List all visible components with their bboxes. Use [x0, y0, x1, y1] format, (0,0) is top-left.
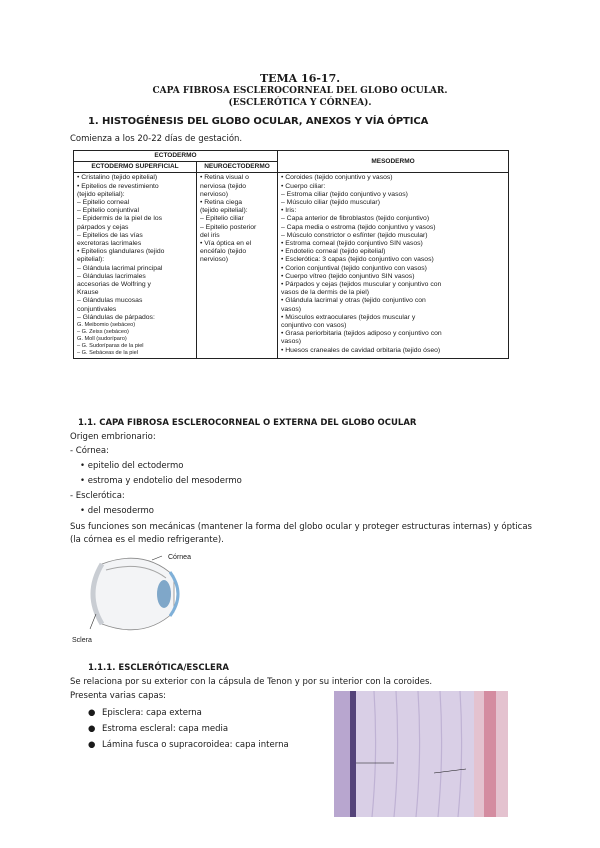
table-list-item: • Glándula lacrimal y otras (tejido conjuntivo con [281, 297, 426, 305]
micrograph-muscle-band [484, 691, 496, 817]
table-list-item: – Epitelio posterior [200, 223, 257, 231]
table-list-item: Krause [77, 289, 99, 297]
table-list-item: • Cuerpo ciliar: [281, 182, 326, 190]
table-list-item: • Retina visual o [200, 174, 249, 182]
table-list-item: conjuntivo con vasos) [281, 322, 347, 330]
layer-item [88, 724, 228, 734]
table-list-item: – Capa media o estroma (tejido conjuntivo y vasos) [281, 223, 436, 231]
table-list-item: – Glándulas mucosas [77, 297, 143, 305]
bullet-icon: ● [88, 724, 96, 734]
table-list-item: • Cuerpo vítreo (tejido conjuntivo SIN vasos) [281, 272, 415, 280]
sclera-micrograph [334, 691, 508, 817]
table-list-item: excretoras lacrimales [77, 240, 142, 248]
title-block [70, 73, 530, 109]
table-list-item: • Estroma corneal (tejido conjuntivo SIN vasos) [281, 240, 423, 248]
sclera-label: - Esclerótica: [70, 491, 125, 501]
header-mesodermo: MESODERMO [278, 151, 509, 173]
cell-mesodermo [278, 173, 509, 359]
table-list-item: (tejido epitelial): [77, 190, 125, 198]
table-list-item: – Glándulas de párpados: [77, 313, 155, 321]
table-list-item: • Vía óptica en el [200, 240, 252, 248]
table-list-item: vasos de la dermis de la piel) [281, 289, 370, 297]
bullet-icon: ● [88, 740, 96, 750]
sclera-item-mesodermo: • del mesodermo [80, 506, 154, 516]
table-list-item: • Huesos craneales de cavidad orbitaria (tejido óseo) [281, 346, 441, 354]
eye-label-cornea: Córnea [168, 554, 191, 561]
table-list-item: nerviosa (tejido [200, 182, 247, 190]
eye-label-sclera: Sclera [72, 637, 92, 644]
section-1-1-heading: 1.1. CAPA FIBROSA ESCLEROCORNEAL O EXTERNA DEL GLOBO OCULAR [78, 418, 417, 428]
table-list-item: • Iris: [281, 207, 297, 215]
table-list-item: vasos) [281, 338, 302, 346]
list-sup [77, 174, 193, 357]
header-ectodermo-superficial: ECTODERMO SUPERFICIAL [74, 162, 197, 173]
table-list-item: epitelial): [77, 256, 105, 264]
list-meso [281, 174, 505, 354]
table-list-item: – Epidermis de la piel de los [77, 215, 163, 223]
bullet-icon: ● [88, 708, 96, 718]
title-line-2: CAPA FIBROSA ESCLEROCORNEAL DEL GLOBO OCULAR. [152, 86, 448, 96]
cell-neuroectodermo [197, 173, 278, 359]
table-list-item: • Coroides (tejido conjuntivo y vasos) [281, 174, 393, 182]
sclera-pointer [90, 614, 96, 629]
cell-ectodermo-superficial [74, 173, 197, 359]
table-list-item: nervioso) [200, 256, 228, 264]
table-list-item: • Músculos extraoculares (tejidos muscular y [281, 313, 416, 321]
header-neuroectodermo: NEUROECTODERMO [197, 162, 278, 173]
table-list-item: – Estroma ciliar (tejido conjuntivo y vasos) [281, 190, 408, 198]
table-list-item: párpados y cejas [77, 223, 129, 231]
table-list-item: – Epitelios de las vías [77, 231, 143, 239]
table-list-item: • Párpados y cejas (tejidos muscular y conjuntivo con [281, 281, 442, 289]
table-list-item: G. Meibomio (sebáceo) [77, 322, 136, 329]
table-list-item: • Endotelio corneal (tejido epitelial) [281, 248, 386, 256]
eye-diagram [82, 554, 192, 634]
table-list-item: encéfalo (tejido [200, 248, 247, 256]
table-list-item: – Capa anterior de fibroblastos (tejido conjuntivo) [281, 215, 430, 223]
functions-paragraph: Sus funciones son mecánicas (mantener la forma del globo ocular y proteger estructuras internas) y ópticas (la córnea es el medio refrigerante). [70, 522, 532, 545]
table-list-item: – G. Sudoríparas de la piel [77, 343, 144, 350]
cornea-item-epitelio: • epitelio del ectodermo [80, 461, 184, 471]
table-list-item: – G. Zeiss (sebáceo) [77, 329, 129, 336]
sclera-relation: Se relaciona por su exterior con la cápsula de Tenon y por su interior con la coroides. [70, 677, 433, 687]
layer-item-label: Episclera: capa externa [102, 708, 202, 718]
table-list-item: (tejido epitelial): [200, 207, 248, 215]
table-list-item: – Epitelio conjuntival [77, 207, 139, 215]
table-list-item: nervioso) [200, 190, 228, 198]
table-list-item: • Corion conjuntival (tejido conjuntivo con vasos) [281, 264, 427, 272]
table-list-item: – Epitelio corneal [77, 199, 130, 207]
table-list-item: • Epitelios glandulares (tejido [77, 248, 165, 256]
table-list-item: accesorias de Wolfring y [77, 281, 151, 289]
table-list-item: conjuntivales [77, 305, 117, 313]
table-list-item: – Músculo ciliar (tejido muscular) [281, 199, 380, 207]
table-list-item: • Epitelios de revestimiento [77, 182, 159, 190]
embryology-table [73, 150, 509, 359]
section-1-1-1-heading: 1.1.1. ESCLERÓTICA/ESCLERA [88, 663, 229, 673]
table-list-item: • Esclerótica: 3 capas (tejido conjuntivo con vasos) [281, 256, 434, 264]
table-list-item: • Cristalino (tejido epitelial) [77, 174, 158, 182]
origin-label: Origen embrionario: [70, 432, 156, 442]
layer-item-label: Lámina fusca o supracoroidea: capa interna [102, 740, 289, 750]
cornea-item-estroma: • estroma y endotelio del mesodermo [80, 476, 242, 486]
layers-intro: Presenta varias capas: [70, 691, 167, 701]
table-list-item: • Grasa periorbitaria (tejidos adiposo y conjuntivo con [281, 330, 442, 338]
table-list-item: vasos) [281, 305, 302, 313]
table-list-item: del iris [200, 231, 220, 239]
list-neuro [200, 174, 274, 264]
section-1-heading: 1. HISTOGÉNESIS DEL GLOBO OCULAR, ANEXOS Y VÍA ÓPTICA [88, 116, 429, 127]
cornea-label: - Córnea: [70, 446, 109, 456]
table-list-item: • Retina ciega [200, 199, 243, 207]
layer-item [88, 708, 202, 718]
table-list-item: G. Moll (sudoríparo) [77, 336, 127, 343]
layer-item [88, 740, 289, 750]
table-list-item: – G. Sebáceas de la piel [77, 350, 138, 357]
lens-shape [157, 580, 171, 608]
table-list-item: – Glándulas lacrimales [77, 272, 146, 280]
cornea-pointer [152, 556, 162, 560]
micrograph-dark-band [350, 691, 356, 817]
table-list-item: – Músculo constrictor o esfínter (tejido muscular) [281, 231, 428, 239]
section-1-intro: Comienza a los 20-22 días de gestación. [70, 134, 243, 144]
layer-item-label: Estroma escleral: capa media [102, 724, 229, 734]
header-ectodermo: ECTODERMO [74, 151, 278, 162]
table-list-item: – Glándula lacrimal principal [77, 264, 163, 272]
title-line-3: (ESCLERÓTICA Y CÓRNEA). [228, 98, 372, 108]
table-list-item: – Epitelio ciliar [200, 215, 244, 223]
title-line-1: TEMA 16-17. [259, 72, 341, 85]
